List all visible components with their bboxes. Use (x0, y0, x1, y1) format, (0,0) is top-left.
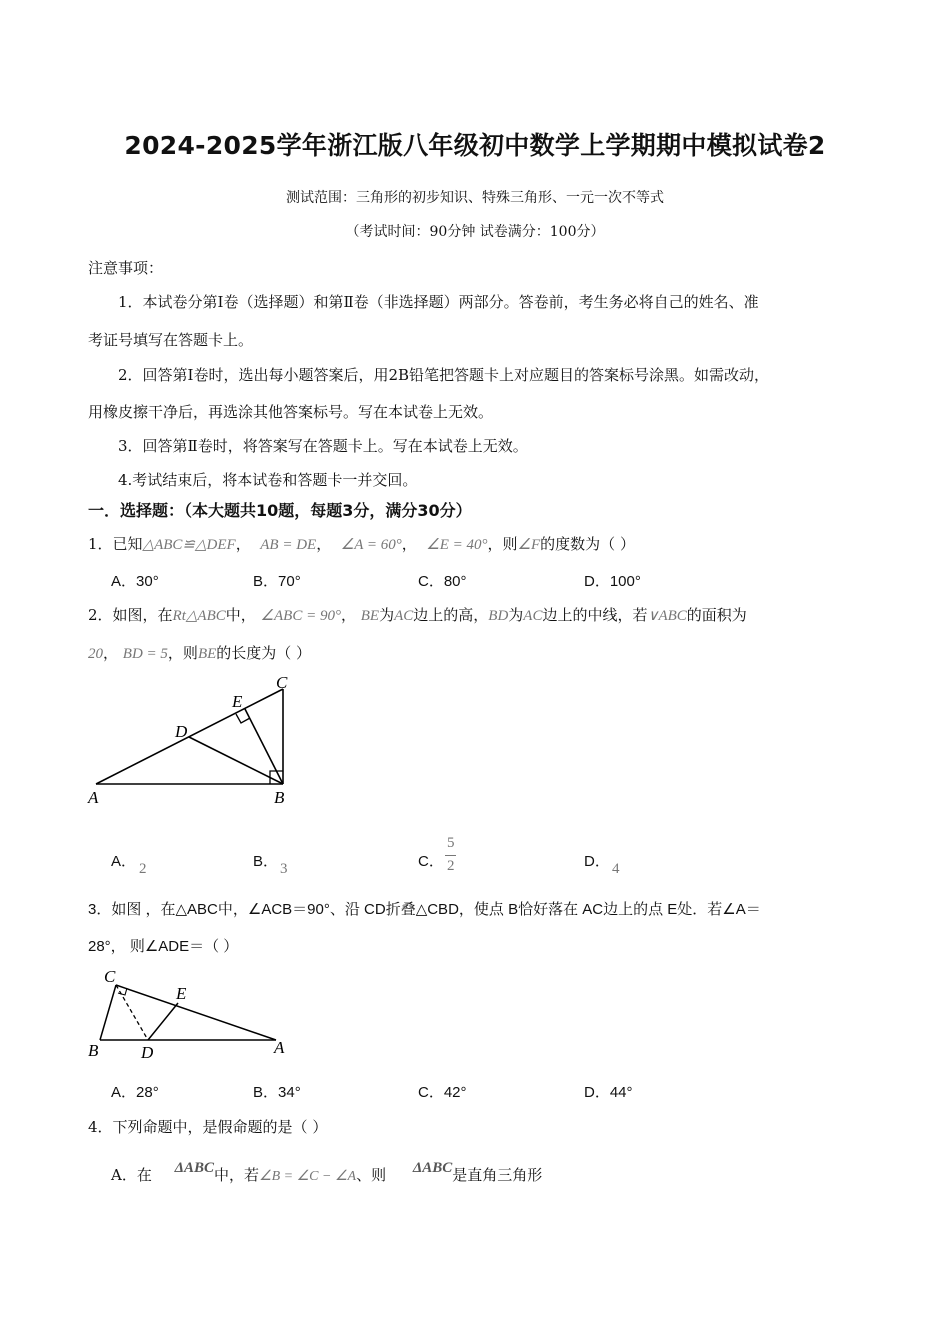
q4-a-math-triangle: ΔABC (174, 1160, 215, 1176)
q2-altitude-be (245, 709, 283, 784)
q2-math-ac: AC (394, 608, 414, 624)
q2-option-a[interactable]: A． (111, 853, 137, 870)
q3-option-c[interactable]: C．42° (418, 1084, 467, 1101)
q2-math-be: BE (197, 646, 217, 662)
q2-right-angle-b (270, 771, 283, 784)
q1-text: 1．已知 (88, 535, 143, 553)
q2-text: ，则 (167, 644, 198, 662)
q2-option-a-value: 2 (139, 861, 147, 877)
q2-text: 边上的中线，若 (542, 606, 648, 624)
q2-text: 为 (379, 606, 395, 624)
question-2-stem-line-2 (88, 642, 311, 663)
q2-text: 边上的高， (413, 606, 489, 624)
notes-heading: 注意事项： (88, 259, 164, 277)
q2-math-be: BE (360, 608, 380, 624)
question-3-stem-line-2: 28°， 则∠ADE＝（ ） (88, 938, 239, 955)
q3-side-bc (100, 985, 116, 1040)
q2-label-e: E (232, 692, 243, 711)
q1-math-congruence: △ABC≌△DEF (142, 537, 236, 553)
q2-math-area: 20 (88, 646, 103, 662)
q2-option-b-value: 3 (280, 861, 288, 877)
note-3: 3．回答第Ⅱ卷时，将答案写在答题卡上。写在本试卷上无效。 (118, 437, 528, 455)
q2-text: 中， (225, 606, 256, 624)
note-2-line-2: 用橡皮擦干净后，再选涂其他答案标号。写在本试卷上无效。 (88, 403, 494, 421)
q2-option-b[interactable]: B． (253, 853, 279, 870)
q1-option-c[interactable]: C．80° (418, 573, 467, 590)
q2-math-angle-abc: ∠ABC = 90° (260, 608, 341, 624)
q1-math-angle-f: ∠F (517, 537, 541, 553)
note-2-line-1: 2．回答第Ⅰ卷时，选出每小题答案后，用2B铅笔把答题卡上对应题目的答案标号涂黑。如需改动， (118, 366, 770, 384)
note-1-line-2: 考证号填写在答题卡上。 (88, 331, 254, 349)
q2-option-d[interactable]: D． (584, 853, 610, 870)
q1-option-b[interactable]: B．70° (253, 573, 301, 590)
q1-math-angle-e: ∠E = 40° (426, 537, 488, 553)
section-1-heading: 一．选择题：（本大题共10题，每题3分，满分30分） (88, 501, 472, 520)
q2-figure (84, 668, 304, 810)
q2-label-b: B (274, 788, 285, 807)
q4-a-text: 中，若 (214, 1166, 260, 1184)
q2-text: 为 (508, 606, 524, 624)
q4-option-a[interactable] (111, 1160, 543, 1185)
q2-text: ， (103, 644, 119, 662)
q2-math-ac: AC (523, 608, 543, 624)
q2-option-c-numerator: 5 (447, 835, 455, 851)
q2-math-bd: BD (488, 608, 509, 624)
q2-text: 的面积为 (686, 606, 747, 624)
q1-option-a[interactable]: A．30° (111, 573, 159, 590)
note-1-line-1: 1．本试卷分第Ⅰ卷（选择题）和第Ⅱ卷（非选择题）两部分。答卷前，考生务必将自己的姓名、准 (118, 293, 759, 311)
q1-text: ， (235, 535, 251, 553)
q2-math-bd-5: BD = 5 (122, 646, 168, 662)
q4-a-math-angle-relation: ∠B = ∠C − ∠A (259, 1169, 357, 1184)
q1-option-d[interactable]: D．100° (584, 573, 641, 590)
q4-a-math-triangle: ΔABC (412, 1160, 453, 1176)
exam-info: （考试时间：90分钟 试卷满分：100分） (345, 224, 605, 240)
q3-label-c: C (104, 967, 116, 986)
question-1-stem (88, 533, 635, 554)
q2-math-triangle-abc: ∨ABC (647, 608, 687, 624)
q3-label-a: A (274, 1038, 285, 1057)
q2-text: 2．如图，在 (88, 606, 173, 624)
q3-figure (84, 964, 294, 1064)
q2-option-d-value: 4 (612, 861, 620, 877)
q3-side-ca (116, 985, 276, 1040)
q1-text: ， (401, 535, 417, 553)
q4-a-text: 、则 (356, 1166, 387, 1184)
q3-option-a[interactable]: A．28° (111, 1084, 159, 1101)
q3-label-d: D (141, 1043, 154, 1062)
q3-label-e: E (176, 984, 187, 1003)
q4-a-text: A．在 (111, 1166, 152, 1184)
q2-option-c[interactable]: C． (418, 853, 444, 870)
q3-segment-de (148, 1003, 178, 1040)
q3-option-d[interactable]: D．44° (584, 1084, 633, 1101)
q3-label-b: B (88, 1041, 99, 1060)
q2-math-rt-abc: Rt△ABC (172, 608, 226, 624)
q1-text: ， (316, 535, 332, 553)
q4-a-text: 是直角三角形 (452, 1166, 543, 1184)
note-4: 4.考试结束后，将本试卷和答题卡一并交回。 (118, 471, 418, 489)
q2-text: ， (340, 606, 356, 624)
q2-option-c-denominator: 2 (447, 858, 455, 874)
q1-text: ，则 (487, 535, 518, 553)
q2-option-c-fraction-bar (445, 855, 456, 856)
page-title: 2024-2025学年浙江版八年级初中数学上学期期中模拟试卷2 (124, 131, 826, 160)
q2-label-a: A (88, 788, 99, 807)
q1-text: 的度数为（ ） (540, 535, 635, 553)
q3-option-b[interactable]: B．34° (253, 1084, 301, 1101)
q2-label-d: D (175, 722, 188, 741)
question-2-stem-line-1 (88, 604, 747, 625)
q2-label-c: C (276, 673, 288, 692)
q2-median-bd (189, 737, 283, 784)
question-4-stem: 4．下列命题中，是假命题的是（ ） (88, 1118, 328, 1136)
q1-math-ab-de: AB = DE (260, 537, 317, 553)
q2-text: 的长度为（ ） (216, 644, 312, 662)
test-scope: 测试范围：三角形的初步知识、特殊三角形、一元一次不等式 (286, 190, 664, 206)
question-3-stem-line-1: 3．如图 ，在△ABC中，∠ACB＝90°、沿 CD折叠△CBD，使点 B恰好落在 AC边上的点 E处．若∠A＝ (88, 901, 761, 918)
q1-math-angle-a: ∠A = 60° (340, 537, 402, 553)
